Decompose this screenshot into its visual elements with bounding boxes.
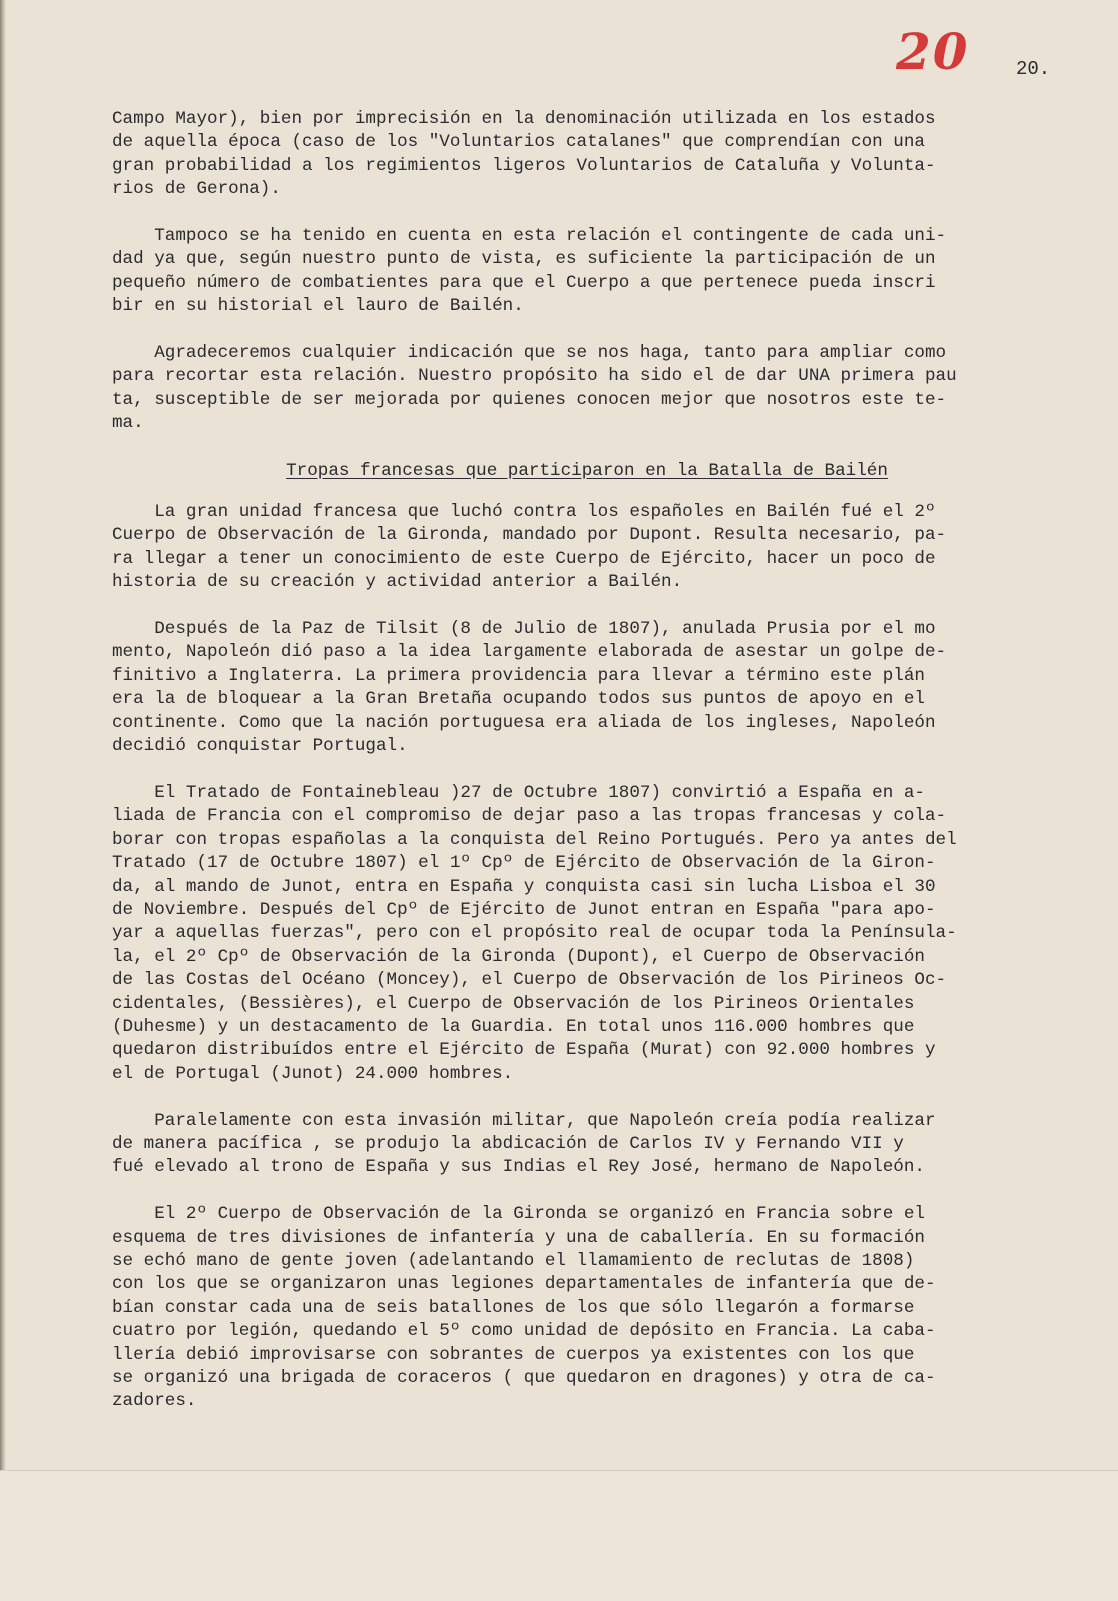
paragraph [112, 782, 1062, 1086]
typed-page-number: 20. [1016, 58, 1051, 80]
text-line: dad ya que, según nuestro punto de vista, es suficiente la participación de un [112, 249, 936, 270]
text-line: de las Costas del Océano (Moncey), el Cuerpo de Observación de los Pirineos Oc- [112, 970, 947, 991]
text-line: Campo Mayor), bien por imprecisión en la denominación utilizada en los estados [112, 109, 936, 129]
paragraph [112, 1203, 1062, 1414]
text-line: Tampoco se ha tenido en cuenta en esta relación el contingente de cada uni- [112, 226, 947, 247]
text-line: decidió conquistar Portugal. [112, 736, 408, 757]
section-paragraphs [112, 501, 1062, 1414]
text-line: yar a aquellas fuerzas", pero con el propósito real de ocupar toda la Península- [112, 923, 957, 944]
text-line: rios de Gerona). [112, 179, 281, 200]
text-line: cidentales, (Bessières), el Cuerpo de Observación de los Pirineos Orientales [112, 993, 915, 1014]
text-line: pequeño número de combatientes para que el Cuerpo a que pertenece pueda inscri [112, 272, 936, 293]
text-line: El 2º Cuerpo de Observación de la Gironda se organizó en Francia sobre el [112, 1204, 925, 1225]
paragraph [112, 342, 1062, 436]
text-line: Después de la Paz de Tilsit (8 de Julio de 1807), anulada Prusia por el mo [112, 619, 936, 640]
text-line: La gran unidad francesa que luchó contra los españoles en Bailén fué el 2º [112, 502, 936, 523]
text-line: de Noviembre. Después del Cpº de Ejército de Junot entran en España "para apo- [112, 899, 936, 920]
paragraph [112, 1110, 1062, 1180]
text-line: Tratado (17 de Octubre 1807) el 1º Cpº de Ejército de Observación de la Giron- [112, 853, 936, 874]
text-line: liada de Francia con el compromiso de dejar paso a las tropas francesas y cola- [112, 806, 947, 827]
text-line: da, al mando de Junot, entra en España y conquista casi sin lucha Lisboa el 30 [112, 876, 936, 897]
text-line: Agradeceremos cualquier indicación que se nos haga, tanto para ampliar como [112, 343, 947, 364]
document-body [112, 108, 1062, 1437]
text-line: con los que se organizaron unas legiones departamentales de infantería que de- [112, 1274, 936, 1295]
text-line: ta, susceptible de ser mejorada por quienes conocen mejor que nosotros este te- [112, 389, 947, 410]
text-line: historia de su creación y actividad anterior a Bailén. [112, 572, 683, 593]
text-line: mento, Napoleón dió paso a la idea largamente elaborada de asestar un golpe de- [112, 642, 947, 663]
section-heading: Tropas francesas que participaron en la Batalla de Bailén [286, 460, 888, 481]
text-line: de manera pacífica , se produjo la abdicación de Carlos IV y Fernando VII y [112, 1133, 904, 1154]
text-line: el de Portugal (Junot) 24.000 hombres. [112, 1063, 514, 1084]
page-edge [0, 0, 6, 1600]
text-line: ra llegar a tener un conocimiento de este Cuerpo de Ejército, hacer un poco de [112, 548, 936, 569]
text-line: bir en su historial el lauro de Bailén. [112, 296, 524, 317]
text-line: Cuerpo de Observación de la Gironda, mandado por Dupont. Resulta necesario, pa- [112, 525, 947, 546]
text-line: quedaron distribuídos entre el Ejército de España (Murat) con 92.000 hombres y [112, 1040, 936, 1061]
text-line: llería debió improvisarse con sobrantes de cuerpos ya existentes con los que [112, 1344, 915, 1365]
text-line: zadores. [112, 1391, 197, 1412]
text-line: (Duhesme) y un destacamento de la Guardia. En total unos 116.000 hombres que [112, 1016, 915, 1037]
paragraph [112, 108, 1062, 202]
paragraph [112, 618, 1062, 758]
bottom-margin [0, 1470, 1118, 1601]
text-line: era la de bloquear a la Gran Bretaña ocupando todos sus puntos de apoyo en el [112, 689, 925, 710]
text-line: esquema de tres divisiones de infantería y una de caballería. En su formación [112, 1227, 925, 1248]
intro-paragraphs [112, 108, 1062, 436]
text-line: se organizó una brigada de coraceros ( que quedaron en dragones) y otra de ca- [112, 1368, 936, 1389]
text-line: Paralelamente con esta invasión militar, que Napoleón creía podía realizar [112, 1110, 936, 1131]
text-line: de aquella época (caso de los "Voluntarios catalanes" que comprendían con una [112, 132, 925, 153]
text-line: bían constar cada una de seis batallones de los que sólo llegarón a formarse [112, 1297, 915, 1318]
text-line: para recortar esta relación. Nuestro propósito ha sido el de dar UNA primera pau [112, 366, 957, 387]
text-line: se echó mano de gente joven (adelantando el llamamiento de reclutas de 1808) [112, 1251, 915, 1271]
text-line: la, el 2º Cpº de Observación de la Gironda (Dupont), el Cuerpo de Observación [112, 946, 925, 967]
text-line: ma. [112, 413, 144, 434]
handwritten-page-number: 20 [896, 22, 970, 81]
text-line: borar con tropas españolas a la conquista del Reino Portugués. Pero ya antes del [112, 829, 957, 850]
paragraph [112, 501, 1062, 595]
text-line: El Tratado de Fontainebleau )27 de Octubre 1807) convirtió a España en a- [112, 782, 925, 803]
text-line: gran probabilidad a los regimientos ligeros Voluntarios de Cataluña y Volunta- [112, 155, 936, 176]
text-line: cuatro por legión, quedando el 5º como unidad de depósito en Francia. La caba- [112, 1321, 936, 1342]
text-line: finitivo a Inglaterra. La primera providencia para llevar a término este plán [112, 665, 925, 686]
text-line: fué elevado al trono de España y sus Indias el Rey José, hermano de Napoleón. [112, 1157, 925, 1178]
paragraph [112, 225, 1062, 319]
text-line: continente. Como que la nación portuguesa era aliada de los ingleses, Napoleón [112, 712, 936, 733]
